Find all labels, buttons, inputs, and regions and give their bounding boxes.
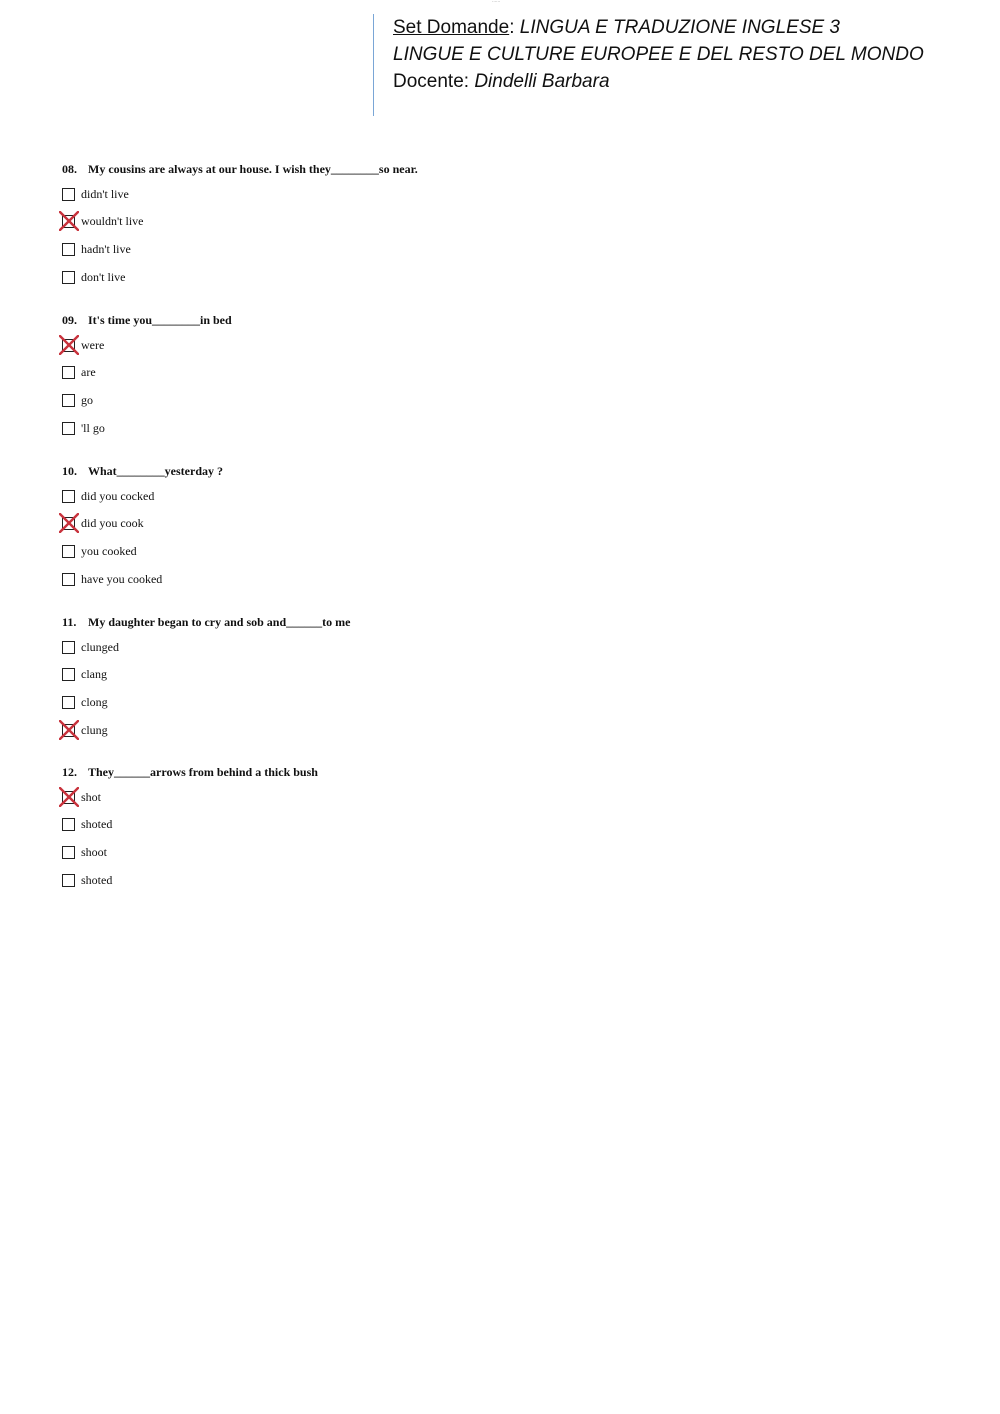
option-label: have you cooked xyxy=(81,572,163,586)
question-text: My cousins are always at our house. I wish they________so near. xyxy=(88,162,418,176)
answer-option[interactable] xyxy=(62,416,462,444)
question-block xyxy=(62,464,223,586)
option-label: hadn't live xyxy=(81,242,131,256)
checked-x-icon xyxy=(59,335,79,355)
question-block xyxy=(62,313,232,435)
answer-option[interactable] xyxy=(62,360,462,388)
answer-option[interactable] xyxy=(62,812,462,840)
option-label: are xyxy=(81,365,96,379)
top-mark: ...... xyxy=(492,0,501,4)
answer-option[interactable] xyxy=(62,539,462,567)
question-title xyxy=(62,464,223,478)
option-label: you cooked xyxy=(81,544,137,558)
checked-x-icon xyxy=(59,211,79,231)
checkbox[interactable] xyxy=(62,573,75,586)
set-colon: : xyxy=(509,17,515,38)
question-text: What________yesterday ? xyxy=(88,464,223,478)
checkbox[interactable] xyxy=(62,696,75,709)
checked-x-icon xyxy=(59,513,79,533)
checkbox[interactable] xyxy=(62,545,75,558)
option-label: shoted xyxy=(81,873,113,887)
docente-line xyxy=(393,68,924,95)
option-label: shoot xyxy=(81,845,108,859)
answer-option[interactable] xyxy=(62,237,462,265)
question-number: 08. xyxy=(62,162,77,176)
checkbox[interactable] xyxy=(62,641,75,654)
answer-option[interactable] xyxy=(62,333,462,361)
option-label: wouldn't live xyxy=(81,214,144,228)
program-title: LINGUE E CULTURE EUROPEE E DEL RESTO DEL MONDO xyxy=(393,44,924,65)
answer-option[interactable] xyxy=(62,567,462,595)
question-number: 11. xyxy=(62,615,77,629)
checkbox[interactable] xyxy=(62,668,75,681)
question-text: My daughter began to cry and sob and______to me xyxy=(88,615,351,629)
checkbox[interactable] xyxy=(62,422,75,435)
question-number: 09. xyxy=(62,313,77,327)
course-title: LINGUA E TRADUZIONE INGLESE 3 xyxy=(519,17,841,38)
question-title xyxy=(62,765,318,779)
document-header xyxy=(373,14,924,116)
option-label: shoted xyxy=(81,817,113,831)
option-label: clunged xyxy=(81,640,119,654)
answer-option[interactable] xyxy=(62,840,462,868)
checkbox[interactable] xyxy=(62,243,75,256)
question-block xyxy=(62,615,351,737)
checkbox[interactable] xyxy=(62,874,75,887)
question-block xyxy=(62,765,318,887)
question-text: They______arrows from behind a thick bush xyxy=(88,765,318,779)
question-block xyxy=(62,162,418,284)
checkbox[interactable] xyxy=(62,271,75,284)
answer-option[interactable] xyxy=(62,484,462,512)
docente-label: Docente: xyxy=(393,71,470,92)
set-label: Set Domande xyxy=(393,17,510,38)
checkbox[interactable] xyxy=(62,490,75,503)
question-number: 10. xyxy=(62,464,77,478)
option-label: shot xyxy=(81,790,102,804)
option-label: clang xyxy=(81,667,107,681)
question-text: It's time you________in bed xyxy=(88,313,232,327)
answer-option[interactable] xyxy=(62,182,462,210)
docente-name: Dindelli Barbara xyxy=(474,71,610,92)
answer-option[interactable] xyxy=(62,265,462,293)
option-label: go xyxy=(81,393,93,407)
option-label: didn't live xyxy=(81,187,129,201)
question-title xyxy=(62,615,350,629)
answer-option[interactable] xyxy=(62,718,462,746)
checked-x-icon xyxy=(59,787,79,807)
checked-x-icon xyxy=(59,720,79,740)
answer-option[interactable] xyxy=(62,785,462,813)
option-label: were xyxy=(81,338,105,352)
option-label: clung xyxy=(81,723,108,737)
answer-option[interactable] xyxy=(62,511,462,539)
checkbox[interactable] xyxy=(62,366,75,379)
checkbox[interactable] xyxy=(62,394,75,407)
option-label: clong xyxy=(81,695,108,709)
answer-option[interactable] xyxy=(62,690,462,718)
option-label: did you cocked xyxy=(81,489,155,503)
question-title xyxy=(62,162,418,176)
set-line xyxy=(393,14,924,41)
checkbox[interactable] xyxy=(62,846,75,859)
option-label: don't live xyxy=(81,270,126,284)
option-label: 'll go xyxy=(81,421,105,435)
checkbox[interactable] xyxy=(62,818,75,831)
answer-option[interactable] xyxy=(62,635,462,663)
checkbox[interactable] xyxy=(62,188,75,201)
answer-option[interactable] xyxy=(62,662,462,690)
question-number: 12. xyxy=(62,765,77,779)
question-title xyxy=(62,313,232,327)
answer-option[interactable] xyxy=(62,388,462,416)
answer-option[interactable] xyxy=(62,868,462,896)
answer-option[interactable] xyxy=(62,209,462,237)
option-label: did you cook xyxy=(81,516,144,530)
